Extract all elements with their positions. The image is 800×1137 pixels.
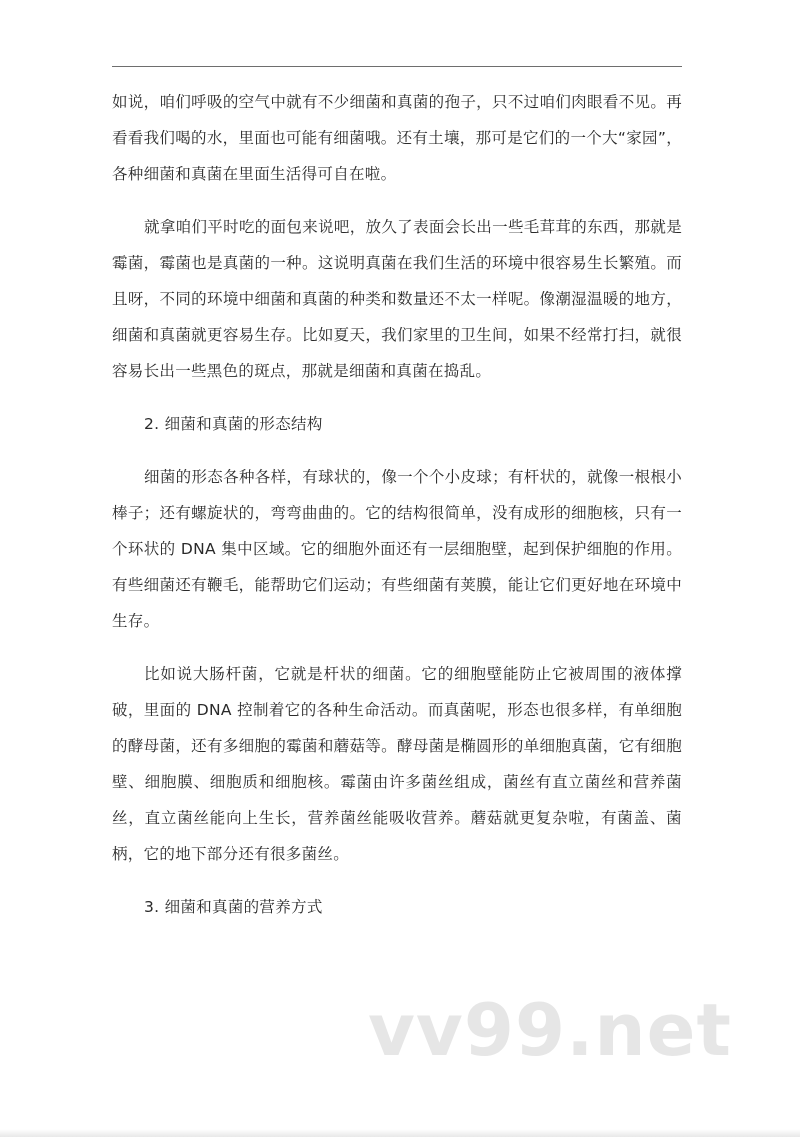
watermark: vv99.net xyxy=(368,988,732,1072)
document-body xyxy=(112,84,682,925)
body-paragraph: 比如说大肠杆菌，它就是杆状的细菌。它的细胞壁能防止它被周围的液体撑破，里面的 DNA 控制着它的各种生命活动。而真菌呢，形态也很多样，有单细胞的酵母菌，还有多细胞的霉菌和蘑菇等。酵母菌是椭圆形的单细胞真菌，它有细胞壁、细胞膜、细胞质和细胞核。霉菌由许多菌丝组成，菌丝有直立菌丝和营养菌丝，直立菌丝能向上生长，营养菌丝能吸收营养。蘑菇就更复杂啦，有菌盖、菌柄，它的地下部分还有很多菌丝。 xyxy=(112,665,682,863)
body-paragraph: 如说，咱们呼吸的空气中就有不少细菌和真菌的孢子，只不过咱们肉眼看不见。再看看我们喝的水，里面也可能有细菌哦。还有土壤，那可是它们的一个大“家园”，各种细菌和真菌在里面生活得可自在啦。 xyxy=(112,93,682,183)
body-paragraph: 就拿咱们平时吃的面包来说吧，放久了表面会长出一些毛茸茸的东西，那就是霉菌，霉菌也是真菌的一种。这说明真菌在我们生活的环境中很容易生长繁殖。而且呀，不同的环境中细菌和真菌的种类和数量还不太一样呢。像潮湿温暖的地方，细菌和真菌就更容易生存。比如夏天，我们家里的卫生间，如果不经常打扫，就很容易长出一些黑色的斑点，那就是细菌和真菌在捣乱。 xyxy=(112,218,682,380)
section-heading: 3. 细菌和真菌的营养方式 xyxy=(144,898,323,916)
page-bottom-edge xyxy=(0,1129,800,1137)
section-heading: 2. 细菌和真菌的形态结构 xyxy=(144,415,323,433)
header-divider xyxy=(112,66,682,67)
body-paragraph: 细菌的形态各种各样，有球状的，像一个个小皮球；有杆状的，就像一根根小棒子；还有螺旋状的，弯弯曲曲的。它的结构很简单，没有成形的细胞核，只有一个环状的 DNA 集中区域。它的细胞外面还有一层细胞壁，起到保护细胞的作用。有些细菌还有鞭毛，能帮助它们运动；有些细菌有荚膜，能让它们更好地在环境中生存。 xyxy=(112,468,682,630)
